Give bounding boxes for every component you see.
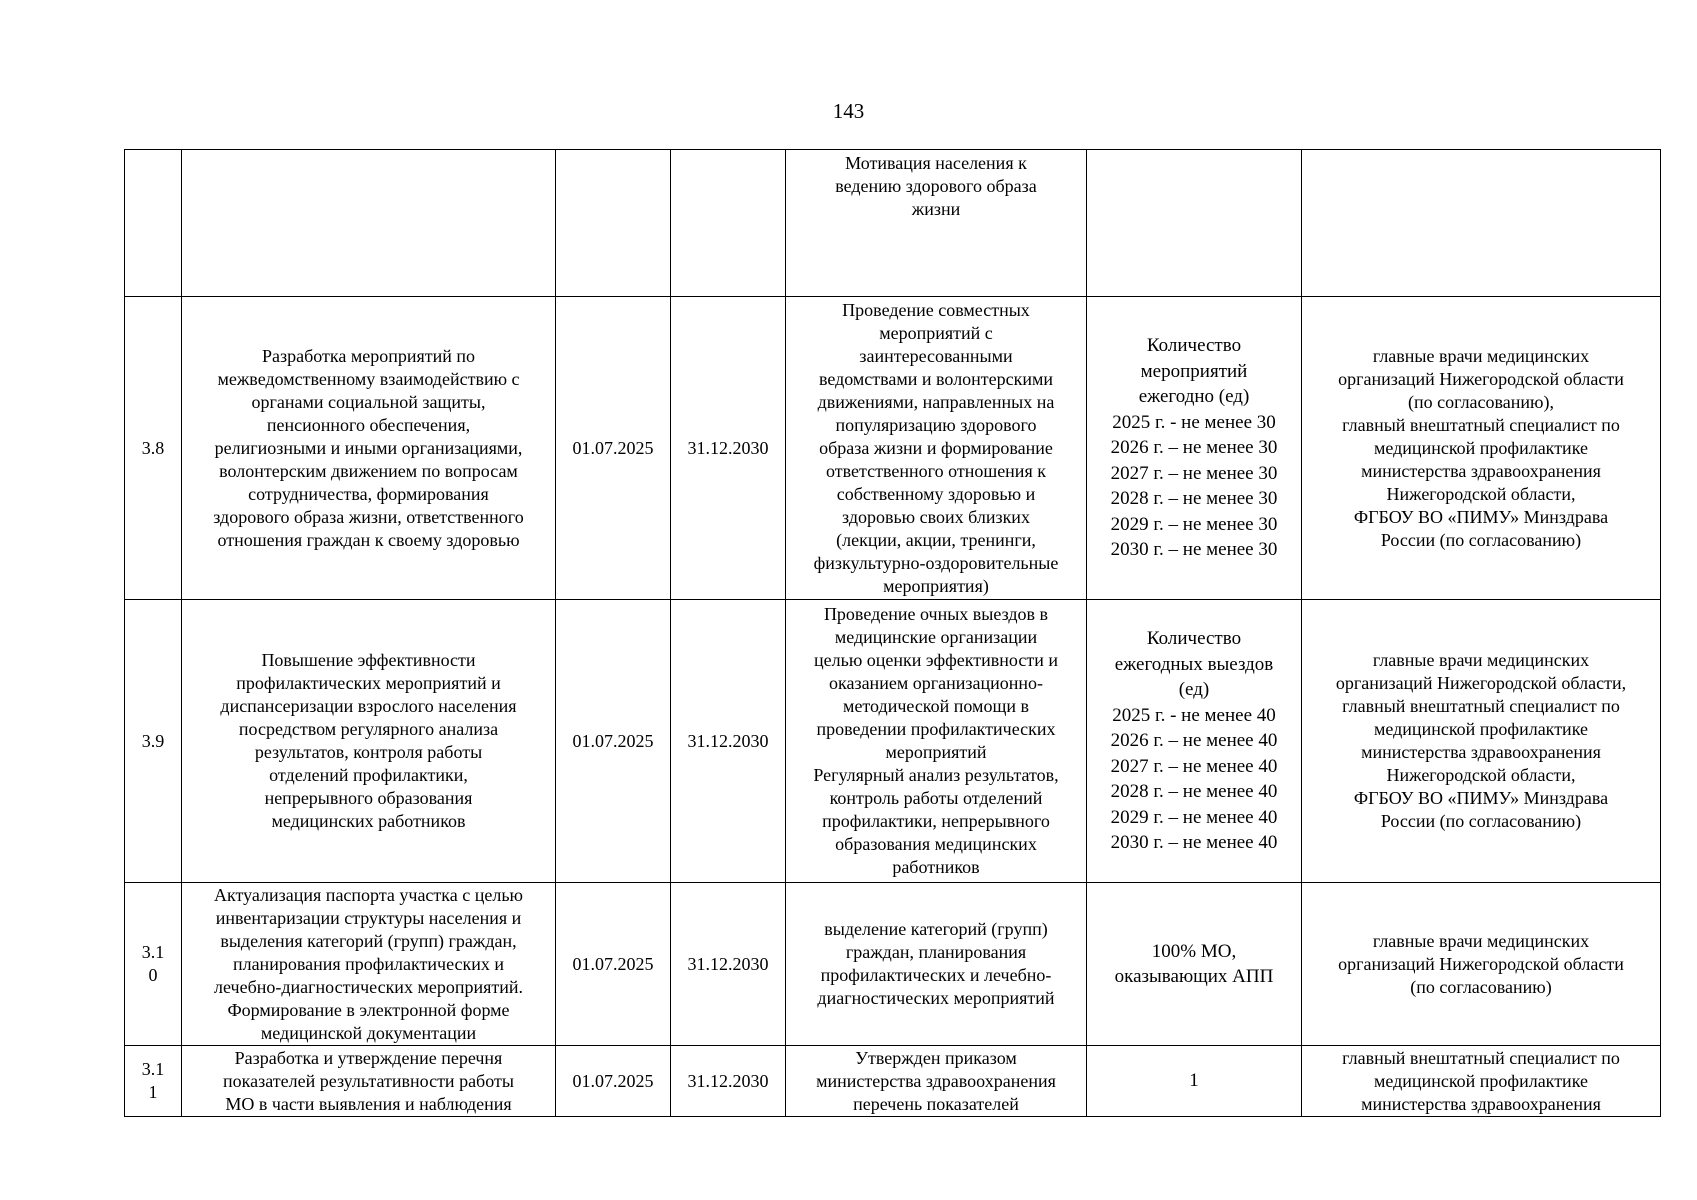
indicator-cell: Количество ежегодных выездов (ед) 2025 г. - не менее 40 2026 г. – не менее 40 2027 г. – не менее 40 2028 г. – не менее 40 2029 г. – не менее 40 2030 г. – не менее 40: [1087, 600, 1302, 883]
start-date-cell: 01.07.2025: [556, 600, 671, 883]
indicator-cell: 1: [1087, 1046, 1302, 1117]
responsible-cell: главные врачи медицинских организаций Нижегородской области, главный внештатный специалист по медицинской профилактике министерства здравоохранения Нижегородской области, ФГБОУ ВО «ПИМУ» Минздрава России (по согласованию): [1302, 600, 1661, 883]
end-date-cell: 31.12.2030: [671, 1046, 786, 1117]
responsible-cell: главные врачи медицинских организаций Нижегородской области (по согласованию): [1302, 883, 1661, 1046]
activity-cell: выделение категорий (групп) граждан, планирования профилактических и лечебно- диагностических мероприятий: [786, 883, 1087, 1046]
end-date-cell: [671, 150, 786, 297]
table-row: [125, 883, 1661, 1046]
activity-cell: Утвержден приказом министерства здравоохранения перечень показателей: [786, 1046, 1087, 1117]
indicator-cell: 100% МО, оказывающих АПП: [1087, 883, 1302, 1046]
item-number-cell: 3.1 1: [125, 1046, 182, 1117]
end-date-cell: 31.12.2030: [671, 600, 786, 883]
end-date-cell: 31.12.2030: [671, 883, 786, 1046]
indicator-cell: [1087, 150, 1302, 297]
item-title-cell: Разработка и утверждение перечня показателей результативности работы МО в части выявления и наблюдения: [182, 1046, 556, 1117]
indicator-cell: Количество мероприятий ежегодно (ед) 2025 г. - не менее 30 2026 г. – не менее 30 2027 г. – не менее 30 2028 г. – не менее 30 2029 г. – не менее 30 2030 г. – не менее 30: [1087, 297, 1302, 600]
table-row: [125, 600, 1661, 883]
responsible-cell: главные врачи медицинских организаций Нижегородской области (по согласованию), главный внештатный специалист по медицинской профилактике министерства здравоохранения Нижегородской области, ФГБОУ ВО «ПИМУ» Минздрава России (по согласованию): [1302, 297, 1661, 600]
activity-cell: Проведение очных выездов в медицинские организации целью оценки эффективности и оказанием организационно- методической помощи в проведении профилактических мероприятий Регулярный анализ результатов, контроль работы отделений профилактики, непрерывного образования медицинских работников: [786, 600, 1087, 883]
item-title-cell: Разработка мероприятий по межведомственному взаимодействию с органами социальной защиты, пенсионного обеспечения, религиозными и иными организациями, волонтерским движением по вопросам сотрудничества, формирования здорового образа жизни, ответственного отношения граждан к своему здоровью: [182, 297, 556, 600]
item-number-cell: 3.9: [125, 600, 182, 883]
start-date-cell: 01.07.2025: [556, 883, 671, 1046]
plan-table: [124, 149, 1661, 1117]
start-date-cell: [556, 150, 671, 297]
item-title-cell: [182, 150, 556, 297]
page-number: 143: [832, 99, 865, 123]
responsible-cell: [1302, 150, 1661, 297]
responsible-cell: главный внештатный специалист по медицинской профилактике министерства здравоохранения: [1302, 1046, 1661, 1117]
start-date-cell: 01.07.2025: [556, 297, 671, 600]
table-row: [125, 297, 1661, 600]
start-date-cell: 01.07.2025: [556, 1046, 671, 1117]
item-number-cell: 3.8: [125, 297, 182, 600]
item-title-cell: Повышение эффективности профилактических мероприятий и диспансеризации взрослого населения посредством регулярного анализа результатов, контроля работы отделений профилактики, непрерывного образования медицинских работников: [182, 600, 556, 883]
table-row: [125, 150, 1661, 297]
item-title-cell: Актуализация паспорта участка с целью инвентаризации структуры населения и выделения категорий (групп) граждан, планирования профилактических и лечебно-диагностических мероприятий. Формирование в электронной форме медицинской документации: [182, 883, 556, 1046]
item-number-cell: [125, 150, 182, 297]
end-date-cell: 31.12.2030: [671, 297, 786, 600]
item-number-cell: 3.1 0: [125, 883, 182, 1046]
table-row: [125, 1046, 1661, 1117]
activity-cell: Проведение совместных мероприятий с заинтересованными ведомствами и волонтерскими движениями, направленных на популяризацию здорового образа жизни и формирование ответственного отношения к собственному здоровью и здоровью своих близких (лекции, акции, тренинги, физкультурно-оздоровительные мероприятия): [786, 297, 1087, 600]
activity-cell: Мотивация населения к ведению здорового образа жизни: [786, 150, 1087, 297]
